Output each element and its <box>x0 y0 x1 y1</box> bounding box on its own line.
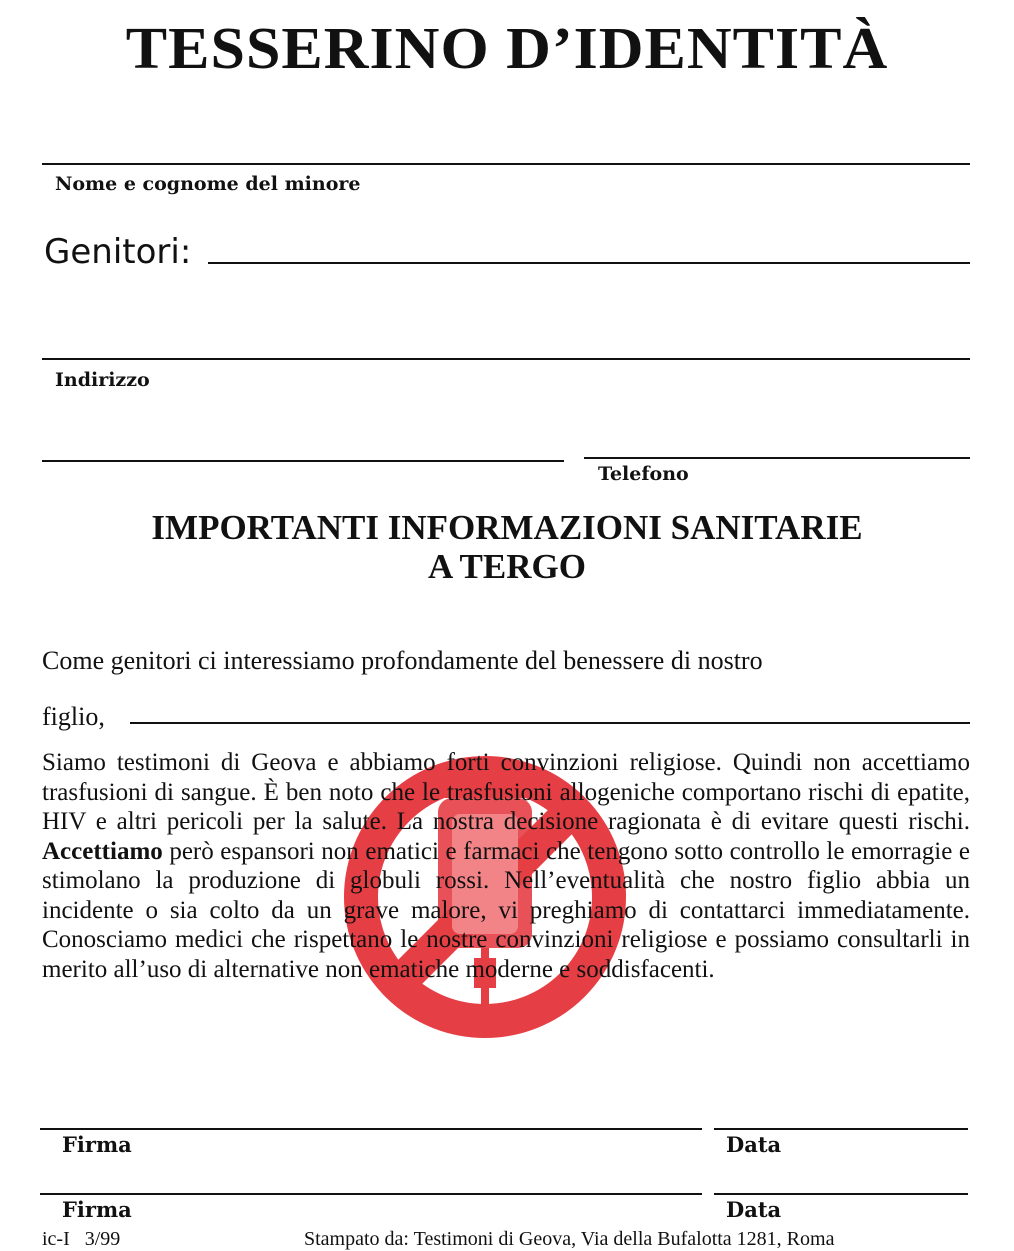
body-paragraph <box>42 748 970 984</box>
form-code: ic-I 3/99 <box>42 1228 121 1250</box>
body-part-1: Siamo testimoni di Geova e abbiamo forti convinzioni religiose. Quindi non accettiamo trasfusioni di sangue. È ben noto che le trasfusioni allogeniche comportano rischi di epatite, HIV e altri pericoli per la salute. La nostra decisione ragionata è di evitare questi rischi. <box>42 749 970 835</box>
date-label-1: Data <box>726 1132 782 1157</box>
name-caption: Nome e cognome del minore <box>55 173 361 195</box>
important-line-2: A TERGO <box>428 547 586 586</box>
body-bold-word: Accettiamo <box>42 837 163 865</box>
phone-line[interactable] <box>584 457 970 459</box>
address-line-2[interactable] <box>42 460 564 462</box>
signature-label-2: Firma <box>62 1197 132 1222</box>
address-caption: Indirizzo <box>55 369 150 391</box>
important-notice <box>0 508 1014 586</box>
date-line-2[interactable] <box>714 1193 968 1195</box>
body-part-2: però espansori non ematici e farmaci che tengono sotto controllo le emorragie e stimolano la produzione di globuli rossi. Nell’eventualità che nostro figlio abbia un incidente o sia colto da un grave malore, vi preghiamo di contattarci immediatamente. Conosciamo medici che rispettano le nostre convinzioni religiose e possiamo consultarli in merito all’uso di alternative non ematiche moderne e soddisfacenti. <box>42 837 970 983</box>
child-name-line[interactable] <box>130 722 970 724</box>
card-title: TESSERINO D’IDENTITÀ <box>125 16 889 82</box>
printer-info: Stampato da: Testimoni di Geova, Via della Bufalotta 1281, Roma <box>304 1228 835 1250</box>
card-front <box>0 0 1014 604</box>
signature-label-1: Firma <box>62 1132 132 1157</box>
name-line[interactable] <box>42 163 970 165</box>
intro-line-1: Come genitori ci interessiamo profondamente del benessere di nostro <box>42 646 763 675</box>
intro-line-2: figlio, <box>42 702 105 731</box>
address-line[interactable] <box>42 358 970 360</box>
parents-label: Genitori: <box>44 232 192 272</box>
signature-line-2[interactable] <box>40 1193 702 1195</box>
important-line-1: IMPORTANTI INFORMAZIONI SANITARIE <box>151 508 863 547</box>
date-label-2: Data <box>726 1197 782 1222</box>
phone-caption: Telefono <box>598 463 689 485</box>
parents-line[interactable] <box>208 262 970 264</box>
date-line-1[interactable] <box>714 1128 968 1130</box>
signature-line-1[interactable] <box>40 1128 702 1130</box>
